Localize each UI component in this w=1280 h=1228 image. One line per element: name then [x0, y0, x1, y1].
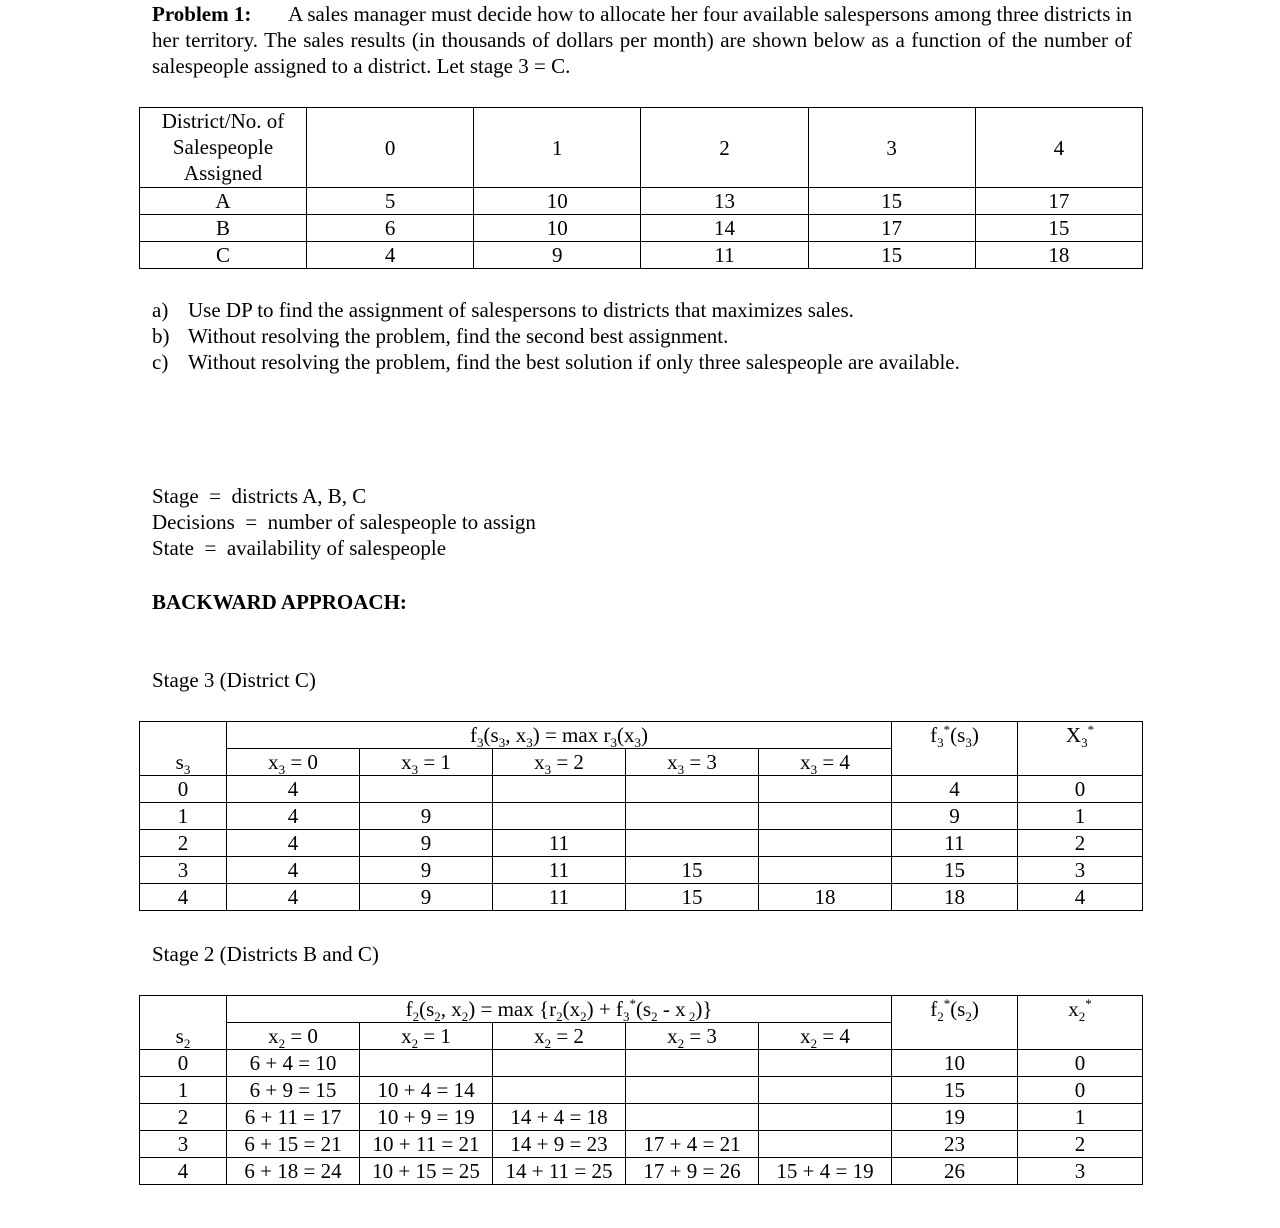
table-row: [140, 830, 1143, 857]
cell-value: 15 + 4 = 19: [759, 1158, 892, 1185]
state-value: 0: [140, 1050, 227, 1077]
table-row: [140, 1158, 1143, 1185]
stage3-heading: Stage 3 (District C): [152, 668, 316, 692]
cell-value: [759, 1077, 892, 1104]
cell-value: 6 + 11 = 17: [227, 1104, 360, 1131]
stage3-decision-header: $x_3 = 1$: [360, 749, 493, 776]
cell-value: 11: [493, 884, 626, 911]
sales-col-header: 0: [307, 108, 474, 188]
cell-value: [759, 776, 892, 803]
cell-value: [759, 1104, 892, 1131]
cell-value: [759, 830, 892, 857]
cell-value: [360, 776, 493, 803]
cell-value: 6 + 4 = 10: [227, 1050, 360, 1077]
district-label: A: [140, 188, 307, 215]
stage3-decision-header: $x_3 = 0$: [227, 749, 360, 776]
problem-text: A sales manager must decide how to allocate her four available salespersons among three districts in her territory. The sales results (in thousands of dollars per month) are shown below as a function of the number of salespeople assigned to a district. Let stage 3 = C.: [152, 2, 1132, 78]
question-label: a): [152, 298, 169, 322]
optimal-decision: 3: [1018, 1158, 1143, 1185]
optimal-decision: 1: [1018, 1104, 1143, 1131]
optimal-value: 19: [892, 1104, 1018, 1131]
cell-value: 6 + 9 = 15: [227, 1077, 360, 1104]
sales-value: 17: [808, 215, 975, 242]
district-label: C: [140, 242, 307, 269]
cell-value: 6 + 15 = 21: [227, 1131, 360, 1158]
problem-label: Problem 1:: [152, 2, 252, 26]
state-value: 4: [140, 1158, 227, 1185]
sales-value: 15: [975, 215, 1142, 242]
cell-value: 14 + 4 = 18: [493, 1104, 626, 1131]
cell-value: 10 + 9 = 19: [360, 1104, 493, 1131]
cell-value: 9: [360, 830, 493, 857]
state-value: 2: [140, 1104, 227, 1131]
cell-value: 9: [360, 884, 493, 911]
cell-value: [759, 803, 892, 830]
cell-value: [626, 1104, 759, 1131]
stage2-decision-header: $x_2 = 4$: [759, 1023, 892, 1050]
cell-value: [493, 1050, 626, 1077]
sales-col-header: 3: [808, 108, 975, 188]
table-row: [140, 1104, 1143, 1131]
sales-value: 15: [808, 188, 975, 215]
table-row: [140, 242, 1143, 269]
cell-value: 11: [493, 830, 626, 857]
sales-value: 11: [641, 242, 808, 269]
cell-value: [493, 803, 626, 830]
cell-value: 4: [227, 776, 360, 803]
definition-stage: Stage = districts A, B, C: [152, 484, 367, 508]
sales-value: 18: [975, 242, 1142, 269]
sales-table-header-row: [140, 108, 1143, 188]
table-row: [140, 188, 1143, 215]
question-a: [152, 297, 854, 323]
state-value: 2: [140, 830, 227, 857]
stage3-decision-header: $x_3 = 2$: [493, 749, 626, 776]
question-b: [152, 323, 728, 349]
optimal-value: 9: [892, 803, 1018, 830]
stage2-heading: Stage 2 (Districts B and C): [152, 942, 379, 966]
optimal-value: 18: [892, 884, 1018, 911]
stage3-decision-header: $x_3 = 4$: [759, 749, 892, 776]
question-label: b): [152, 324, 170, 348]
cell-value: [759, 857, 892, 884]
optimal-value: 10: [892, 1050, 1018, 1077]
sales-value: 13: [641, 188, 808, 215]
cell-value: 4: [227, 857, 360, 884]
cell-value: 4: [227, 884, 360, 911]
table-row: [140, 215, 1143, 242]
stage2-state-header: $s_2$: [140, 996, 227, 1050]
sales-value: 10: [474, 215, 641, 242]
cell-value: 10 + 11 = 21: [360, 1131, 493, 1158]
cell-value: 18: [759, 884, 892, 911]
sales-col-header: 1: [474, 108, 641, 188]
optimal-decision: 3: [1018, 857, 1143, 884]
table-row: [140, 1050, 1143, 1077]
cell-value: 14 + 9 = 23: [493, 1131, 626, 1158]
optimal-value: 15: [892, 857, 1018, 884]
optimal-decision: 0: [1018, 1077, 1143, 1104]
optimal-value: 15: [892, 1077, 1018, 1104]
optimal-value: 4: [892, 776, 1018, 803]
cell-value: [626, 830, 759, 857]
optimal-decision: 1: [1018, 803, 1143, 830]
district-label: B: [140, 215, 307, 242]
cell-value: [626, 1050, 759, 1077]
sales-table: [139, 107, 1143, 269]
sales-value: 15: [808, 242, 975, 269]
sales-value: 5: [307, 188, 474, 215]
stage3-optimal-value-header: $f_3^*(s_3)$: [892, 722, 1018, 776]
cell-value: 10 + 15 = 25: [360, 1158, 493, 1185]
stage2-table: [139, 995, 1143, 1185]
optimal-decision: 0: [1018, 776, 1143, 803]
state-value: 3: [140, 857, 227, 884]
stage3-decision-header: $x_3 = 3$: [626, 749, 759, 776]
cell-value: [493, 1077, 626, 1104]
stage3-formula-header: $f_3(s_3$, $x_3) = \max r_3(x_3)$: [227, 722, 892, 749]
cell-value: [759, 1050, 892, 1077]
cell-value: 17 + 4 = 21: [626, 1131, 759, 1158]
table-row: [140, 1131, 1143, 1158]
state-value: 1: [140, 1077, 227, 1104]
cell-value: 9: [360, 803, 493, 830]
state-value: 1: [140, 803, 227, 830]
stage2-decision-header: $x_2 = 3$: [626, 1023, 759, 1050]
stage3-table: [139, 721, 1143, 911]
stage2-decision-header: $x_2 = 1$: [360, 1023, 493, 1050]
optimal-decision: 4: [1018, 884, 1143, 911]
cell-value: 9: [360, 857, 493, 884]
optimal-value: 11: [892, 830, 1018, 857]
stage3-optimal-decision-header: $X_3^*$: [1018, 722, 1143, 776]
cell-value: [759, 1131, 892, 1158]
table-row: [140, 857, 1143, 884]
optimal-value: 26: [892, 1158, 1018, 1185]
cell-value: 15: [626, 857, 759, 884]
stage2-optimal-decision-header: $x_2^*$: [1018, 996, 1143, 1050]
definition-decisions: Decisions = number of salespeople to assign: [152, 510, 536, 534]
stage3-state-header: $s_3$: [140, 722, 227, 776]
cell-value: [626, 776, 759, 803]
sales-header-label: District/No. of Salespeople Assigned: [140, 108, 307, 188]
optimal-decision: 0: [1018, 1050, 1143, 1077]
cell-value: 17 + 9 = 26: [626, 1158, 759, 1185]
question-c: [152, 349, 960, 375]
cell-value: 14 + 11 = 25: [493, 1158, 626, 1185]
question-text: Without resolving the problem, find the best solution if only three salespeople are available.: [188, 350, 960, 374]
cell-value: 4: [227, 830, 360, 857]
definition-state: State = availability of salespeople: [152, 536, 447, 560]
problem-statement: [152, 1, 1132, 79]
table-row: [140, 1077, 1143, 1104]
approach-heading: BACKWARD APPROACH:: [152, 590, 407, 614]
state-value: 0: [140, 776, 227, 803]
cell-value: 11: [493, 857, 626, 884]
sales-value: 6: [307, 215, 474, 242]
cell-value: 4: [227, 803, 360, 830]
table-row: [140, 884, 1143, 911]
cell-value: 6 + 18 = 24: [227, 1158, 360, 1185]
question-text: Use DP to find the assignment of salespersons to districts that maximizes sales.: [188, 298, 854, 322]
sales-value: 4: [307, 242, 474, 269]
cell-value: [626, 1077, 759, 1104]
cell-value: [493, 776, 626, 803]
stage2-decision-header: $x_2 = 0$: [227, 1023, 360, 1050]
optimal-decision: 2: [1018, 1131, 1143, 1158]
table-row: [140, 776, 1143, 803]
sales-value: 14: [641, 215, 808, 242]
cell-value: 15: [626, 884, 759, 911]
state-value: 4: [140, 884, 227, 911]
state-value: 3: [140, 1131, 227, 1158]
sales-col-header: 4: [975, 108, 1142, 188]
cell-value: 10 + 4 = 14: [360, 1077, 493, 1104]
cell-value: [626, 803, 759, 830]
cell-value: [360, 1050, 493, 1077]
stage2-formula-header: $f_2(s_2$, $x_2) = \max \{r_2(x_2) + f_3^*(s_2 - x$ $_2$)}: [227, 996, 892, 1023]
table-row: [140, 803, 1143, 830]
stage2-decision-header: $x_2 = 2$: [493, 1023, 626, 1050]
sales-value: 17: [975, 188, 1142, 215]
sales-value: 10: [474, 188, 641, 215]
sales-col-header: 2: [641, 108, 808, 188]
sales-value: 9: [474, 242, 641, 269]
stage2-optimal-value-header: $f_2^*(s_2)$: [892, 996, 1018, 1050]
stage2-clip: [0, 994, 1280, 1212]
optimal-value: 23: [892, 1131, 1018, 1158]
question-text: Without resolving the problem, find the second best assignment.: [188, 324, 729, 348]
question-label: c): [152, 350, 169, 374]
optimal-decision: 2: [1018, 830, 1143, 857]
